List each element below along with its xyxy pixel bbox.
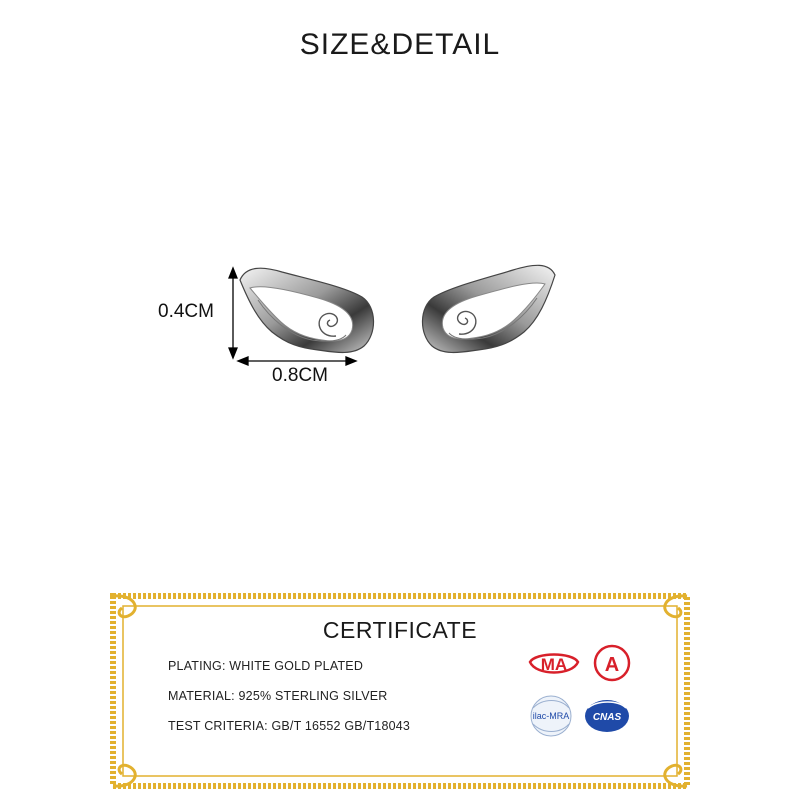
svg-text:ilac-MRA: ilac-MRA (532, 711, 570, 721)
width-dimension-label: 0.8CM (272, 365, 328, 386)
cnas-logo-icon (585, 700, 629, 732)
height-dimension-arrow (229, 268, 237, 358)
height-dimension-label: 0.4CM (158, 301, 214, 322)
svg-text:MA: MA (540, 655, 568, 674)
plating-spec: PLATING: WHITE GOLD PLATED (168, 659, 364, 673)
cal-logo-icon (595, 646, 629, 680)
test-criteria-spec: TEST CRITERIA: GB/T 16552 GB/T18043 (168, 719, 411, 733)
material-spec: MATERIAL: 925% STERLING SILVER (168, 689, 388, 703)
ilac-mra-logo-icon (531, 696, 571, 736)
cma-logo-icon (530, 655, 578, 675)
svg-text:CNAS: CNAS (592, 712, 622, 723)
angel-wing-earring-right-image (422, 265, 555, 352)
page-title: SIZE&DETAIL (299, 28, 501, 61)
certificate-title: CERTIFICATE (322, 617, 478, 643)
angel-wing-earring-left-image (240, 268, 374, 352)
width-dimension-arrow (238, 357, 356, 365)
svg-text:A: A (604, 654, 620, 676)
